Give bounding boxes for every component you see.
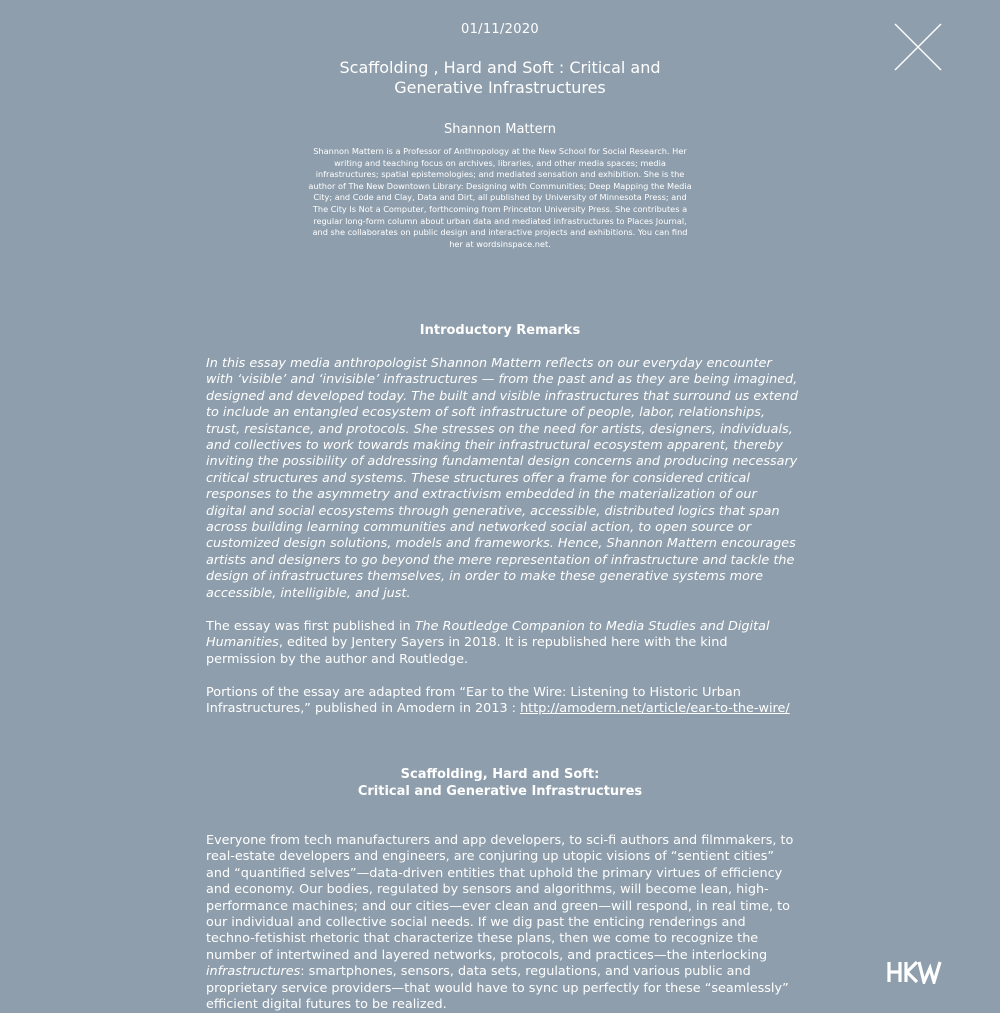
author-bio: Shannon Mattern is a Professor of Anthropology at the New School for Social Research. Her writing and teaching focus on archives, libraries, and other media spaces; media infrastructures; spatial epistemologies; and mediated sensation and exhibition. She is the author of The New Downtown Library: Designing with Communities; Deep Mapping the Media City; and Code and Clay, Data and Dirt, all published by University of Minnesota Press; and The City Is Not a Computer, forthcoming from Princeton University Press. She contributes a regular long-form column about urban data and mediated infrastructures to Places Journal, and she collaborates on public design and interactive projects and exhibitions. You can find her at wordsinspace.net. bbox=[308, 146, 692, 249]
publication-suffix: , edited by Jentery Sayers in 2018. It is republished here with the kind permission by the author and Routledge. bbox=[206, 635, 728, 667]
essay-body bbox=[206, 833, 798, 1013]
page-title: Scaffolding , Hard and Soft : Critical and Generative Infrastructures bbox=[339, 58, 661, 97]
publication-note bbox=[206, 619, 798, 668]
portions-note bbox=[206, 685, 798, 718]
essay-body-emphasis: infrastructures bbox=[206, 964, 301, 980]
essay-body-part1: Everyone from tech manufacturers and app developers, to sci-fi authors and filmmakers, to real-estate developers and engineers, are conjuring up utopic visions of “sentient cities” and “quantified selves”—data-driven entities that uphold the primary virtues of efficiency and economy. Our bodies, regulated by sensors and algorithms, will become lean, high-performance machines; and our cities—ever clean and green—will respond, in real time, to our individual and collective social needs. If we dig past the enticing renderings and techno-fetishist rhetoric that characterize these plans, then we come to recognize the number of intertwined and layered networks, protocols, and practices—the interlocking bbox=[206, 833, 794, 963]
hkw-logo[interactable] bbox=[886, 960, 942, 984]
publication-date: 01/11/2020 bbox=[461, 22, 539, 37]
essay-heading-line1: Scaffolding, Hard and Soft: bbox=[400, 767, 600, 782]
essay-body-part2: : smartphones, sensors, data sets, regulations, and various public and proprietary service providers—that would have to sync up perfectly for these “seamlessly” efficient digital futures to be realized. bbox=[206, 964, 789, 1013]
essay-heading-line2: Critical and Generative Infrastructures bbox=[357, 783, 643, 799]
author-name: Shannon Mattern bbox=[444, 122, 556, 137]
hkw-logo-icon bbox=[886, 960, 942, 984]
amodern-link[interactable]: http://amodern.net/article/ear-to-the-wire/ bbox=[520, 701, 790, 717]
intro-heading: Introductory Remarks bbox=[419, 323, 581, 338]
intro-paragraph: In this essay media anthropologist Shannon Mattern reflects on our everyday encounter with ‘visible’ and ‘invisible’ infrastructures — from the past and as they are being imagined, designed and developed today. The built and visible infrastructures that surround us extend to include an entangled ecosystem of soft infrastructure of people, labor, relationships, trust, resistance, and protocols. She stresses on the need for artists, designers, individuals, and collectives to work towards making their infrastructural ecosystem apparent, thereby inviting the possibility of addressing fundamental design concerns and producing necessary critical structures and systems. These structures offer a frame for considered critical responses to the asymmetry and extractivism embedded in the materialization of our digital and social ecosystems through generative, accessible, distributed logics that span across building learning communities and networked social action, to open source or customized design solutions, models and frameworks. Hence, Shannon Mattern encourages artists and designers to go beyond the mere representation of infrastructure and tackle the design of infrastructures themselves, in order to make these generative systems more accessible, intelligible, and just. bbox=[206, 356, 798, 601]
essay-heading bbox=[0, 767, 1000, 800]
portions-text: Portions of the essay are adapted from “Ear to the Wire: Listening to Historic Urban Infrastructures,” published in Amodern in 2013 : bbox=[206, 685, 741, 717]
publication-book-title: The Routledge Companion to Media Studies and Digital Humanities bbox=[206, 619, 770, 651]
close-icon[interactable] bbox=[893, 22, 943, 72]
close-button[interactable] bbox=[893, 22, 943, 72]
publication-prefix: The essay was first published in bbox=[206, 619, 415, 634]
